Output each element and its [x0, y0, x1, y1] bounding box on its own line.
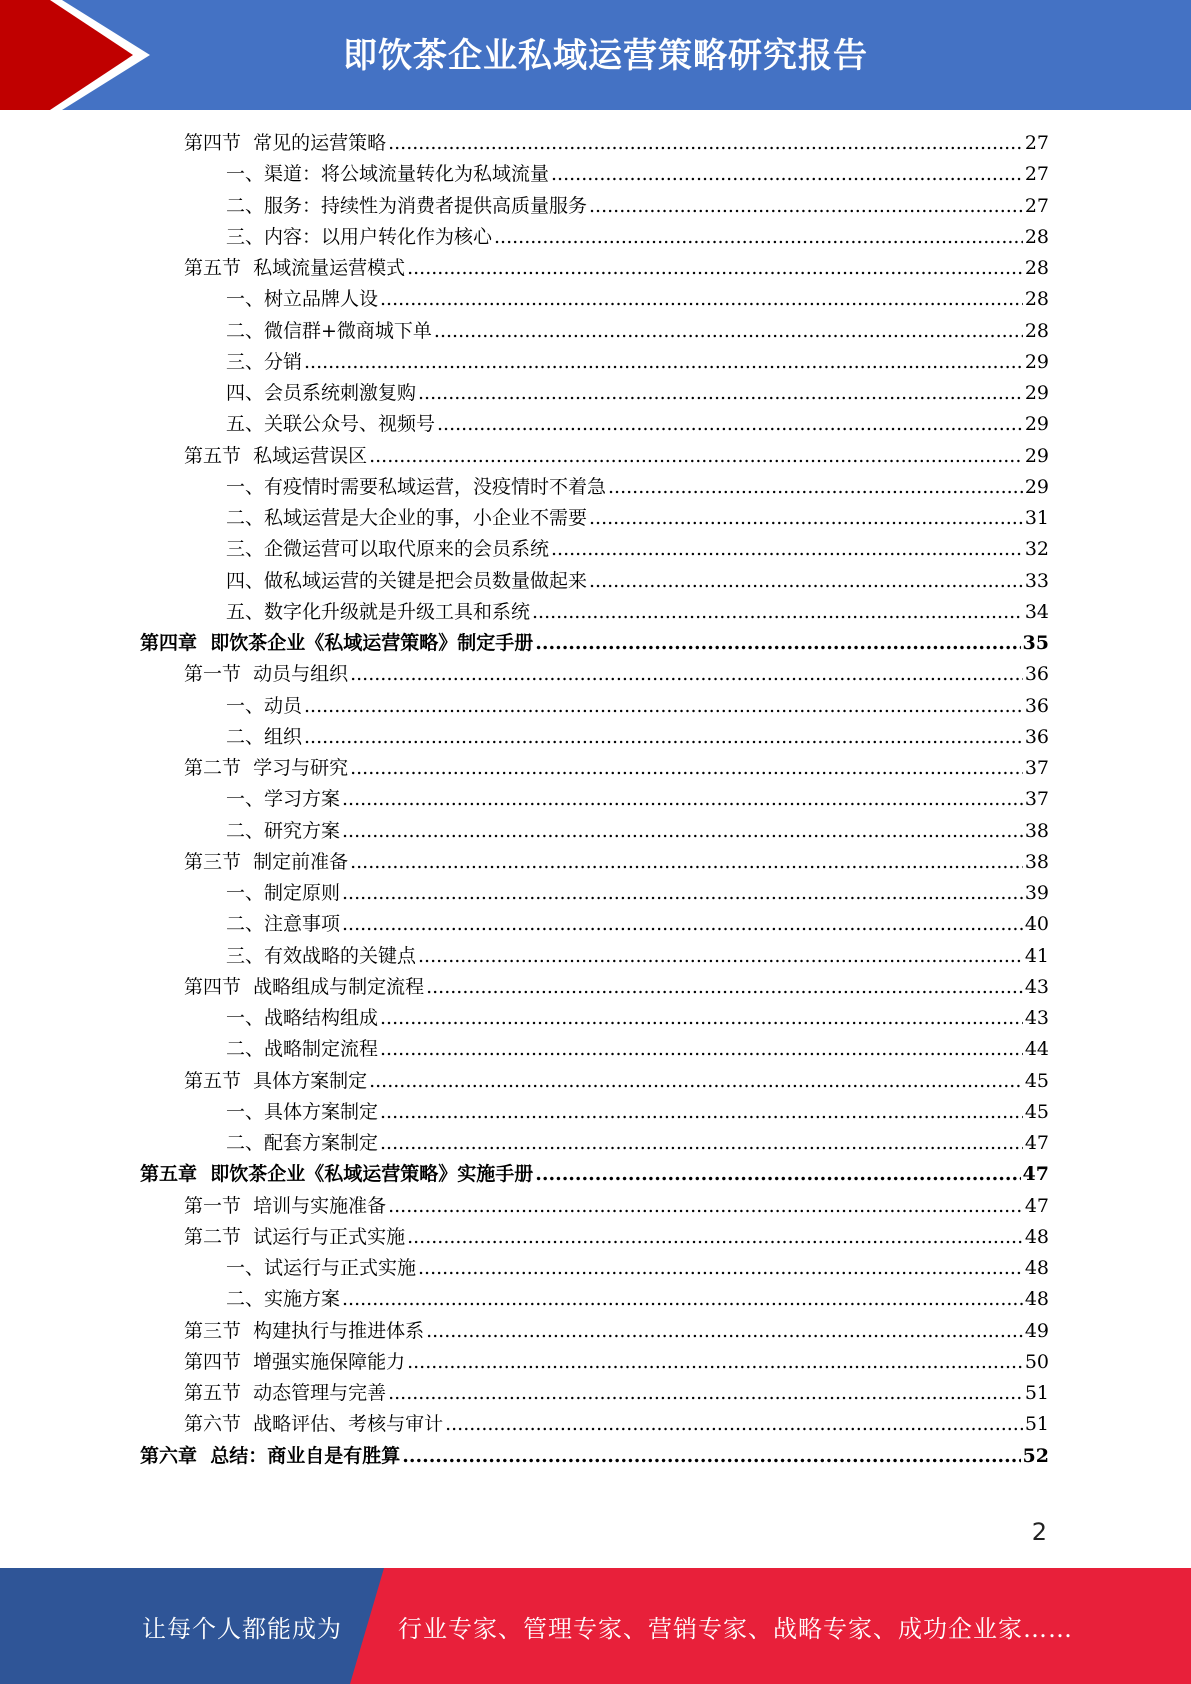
toc-entry-page: 27 [1024, 194, 1049, 217]
table-of-contents [140, 128, 1049, 1472]
toc-entry-title: 二、服务：持续性为消费者提供高质量服务 [226, 194, 588, 217]
toc-subsection[interactable] [140, 347, 1049, 378]
toc-entry-page: 52 [1022, 1444, 1049, 1467]
toc-dot-leader [342, 784, 1023, 815]
toc-section[interactable] [140, 1222, 1049, 1253]
toc-dot-leader [551, 534, 1023, 565]
toc-dot-leader [426, 1316, 1023, 1347]
toc-entry-page: 50 [1024, 1350, 1049, 1373]
toc-chapter[interactable] [140, 1441, 1049, 1472]
footer-slogan-left: 让每个人都能成为 [142, 1614, 342, 1643]
toc-entry-title: 第四节 战略组成与制定流程 [184, 975, 425, 998]
toc-subsection[interactable] [140, 378, 1049, 409]
toc-dot-leader [350, 753, 1023, 784]
toc-entry-page: 37 [1024, 757, 1049, 779]
toc-entry-page: 44 [1024, 1038, 1049, 1061]
toc-entry-page: 28 [1024, 288, 1049, 311]
toc-entry-page: 29 [1024, 413, 1049, 436]
toc-entry-page: 51 [1024, 1413, 1049, 1436]
toc-dot-leader [388, 1378, 1023, 1409]
toc-section[interactable] [140, 972, 1049, 1003]
toc-entry-page: 43 [1024, 975, 1049, 998]
toc-dot-leader [418, 1253, 1023, 1284]
toc-dot-leader [426, 972, 1023, 1003]
toc-section[interactable] [140, 253, 1049, 284]
toc-entry-page: 37 [1024, 788, 1049, 811]
toc-section[interactable] [140, 659, 1049, 690]
toc-entry-title: 一、具体方案制定 [226, 1100, 379, 1123]
toc-entry-title: 第四节 增强实施保障能力 [184, 1350, 406, 1373]
toc-entry-page: 36 [1024, 725, 1049, 748]
toc-entry-page: 41 [1024, 944, 1049, 967]
toc-dot-leader [304, 691, 1023, 722]
toc-dot-leader [535, 628, 1020, 659]
toc-entry-title: 第五节 具体方案制定 [184, 1069, 368, 1092]
toc-section[interactable] [140, 441, 1049, 472]
toc-entry-page: 45 [1024, 1100, 1049, 1123]
toc-chapter[interactable] [140, 1159, 1049, 1190]
toc-subsection[interactable] [140, 472, 1049, 503]
toc-entry-title: 一、动员 [226, 694, 303, 717]
toc-entry-title: 三、内容：以用户转化作为核心 [226, 225, 493, 248]
toc-entry-title: 二、战略制定流程 [226, 1038, 379, 1061]
toc-subsection[interactable] [140, 1097, 1049, 1128]
toc-entry-page: 38 [1024, 819, 1049, 842]
toc-entry-page: 28 [1024, 257, 1049, 279]
toc-entry-title: 第五节 私域运营误区 [184, 444, 368, 467]
toc-dot-leader [388, 1191, 1023, 1222]
toc-entry-title: 第二节 学习与研究 [184, 757, 349, 779]
toc-subsection[interactable] [140, 878, 1049, 909]
toc-entry-title: 一、试运行与正式实施 [226, 1257, 417, 1279]
toc-entry-title: 第三节 制定前准备 [184, 850, 349, 873]
toc-dot-leader [304, 722, 1023, 753]
toc-entry-title: 一、制定原则 [226, 882, 341, 904]
toc-subsection[interactable] [140, 722, 1049, 753]
toc-subsection[interactable] [140, 784, 1049, 815]
toc-entry-page: 39 [1024, 882, 1049, 904]
toc-dot-leader [369, 441, 1023, 472]
toc-entry-title: 三、分销 [226, 350, 303, 373]
toc-subsection[interactable] [140, 1003, 1049, 1034]
toc-entry-title: 三、企微运营可以取代原来的会员系统 [226, 538, 550, 561]
toc-subsection[interactable] [140, 1128, 1049, 1159]
toc-subsection[interactable] [140, 597, 1049, 628]
toc-section[interactable] [140, 847, 1049, 878]
toc-entry-page: 28 [1024, 225, 1049, 248]
toc-dot-leader [407, 1347, 1023, 1378]
toc-section[interactable] [140, 1378, 1049, 1409]
toc-entry-title: 四、会员系统刺激复购 [226, 382, 417, 404]
toc-entry-page: 28 [1024, 319, 1049, 342]
toc-dot-leader [380, 284, 1023, 315]
toc-entry-page: 31 [1024, 507, 1049, 529]
toc-section[interactable] [140, 1191, 1049, 1222]
toc-entry-title: 第六章 总结：商业自是有胜算 [140, 1444, 401, 1467]
toc-entry-page: 40 [1024, 913, 1049, 936]
toc-subsection[interactable] [140, 284, 1049, 315]
toc-section[interactable] [140, 128, 1049, 159]
toc-dot-leader [494, 222, 1023, 253]
toc-entry-page: 47 [1024, 1194, 1049, 1217]
toc-entry-page: 35 [1022, 632, 1049, 654]
toc-entry-title: 二、私域运营是大企业的事，小企业不需要 [226, 507, 588, 529]
toc-subsection[interactable] [140, 1034, 1049, 1065]
toc-dot-leader [589, 503, 1023, 534]
toc-entry-title: 五、关联公众号、视频号 [226, 413, 436, 436]
toc-entry-title: 第二节 试运行与正式实施 [184, 1225, 406, 1248]
toc-entry-page: 27 [1024, 163, 1049, 186]
toc-entry-title: 二、实施方案 [226, 1288, 341, 1311]
toc-dot-leader [535, 1159, 1020, 1190]
toc-entry-page: 36 [1024, 694, 1049, 717]
toc-entry-page: 29 [1024, 475, 1049, 498]
toc-dot-leader [380, 1128, 1023, 1159]
toc-entry-page: 33 [1024, 569, 1049, 592]
toc-entry-title: 第三节 构建执行与推进体系 [184, 1319, 425, 1342]
toc-dot-leader [445, 1409, 1023, 1440]
toc-entry-title: 第一节 培训与实施准备 [184, 1194, 387, 1217]
toc-dot-leader [418, 378, 1023, 409]
toc-dot-leader [380, 1003, 1023, 1034]
toc-dot-leader [342, 816, 1023, 847]
toc-dot-leader [342, 878, 1023, 909]
toc-entry-page: 43 [1024, 1007, 1049, 1029]
toc-subsection[interactable] [140, 909, 1049, 940]
toc-entry-title: 二、配套方案制定 [226, 1132, 379, 1154]
toc-subsection[interactable] [140, 566, 1049, 597]
toc-entry-title: 一、树立品牌人设 [226, 288, 379, 311]
toc-entry-title: 第五节 私域流量运营模式 [184, 257, 406, 279]
toc-section[interactable] [140, 1347, 1049, 1378]
toc-section[interactable] [140, 1316, 1049, 1347]
page-footer [0, 1568, 1191, 1684]
toc-dot-leader [407, 1222, 1023, 1253]
toc-entry-page: 38 [1024, 850, 1049, 873]
toc-dot-leader [434, 316, 1023, 347]
toc-entry-page: 47 [1022, 1163, 1049, 1186]
toc-entry-page: 45 [1024, 1069, 1049, 1092]
toc-dot-leader [380, 1097, 1023, 1128]
toc-entry-page: 29 [1024, 444, 1049, 467]
toc-entry-title: 一、学习方案 [226, 788, 341, 811]
toc-entry-page: 29 [1024, 350, 1049, 373]
toc-dot-leader [608, 472, 1023, 503]
toc-entry-title: 二、微信群+微商城下单 [226, 319, 432, 342]
toc-subsection[interactable] [140, 941, 1049, 972]
toc-section[interactable] [140, 753, 1049, 784]
toc-entry-page: 49 [1024, 1319, 1049, 1342]
toc-entry-page: 29 [1024, 382, 1049, 404]
toc-entry-title: 第一节 动员与组织 [184, 663, 349, 686]
toc-entry-page: 47 [1024, 1132, 1049, 1154]
toc-subsection[interactable] [140, 316, 1049, 347]
page-header [0, 0, 1191, 110]
toc-entry-page: 32 [1024, 538, 1049, 561]
toc-subsection[interactable] [140, 1253, 1049, 1284]
toc-entry-title: 四、做私域运营的关键是把会员数量做起来 [226, 569, 588, 592]
toc-entry-title: 二、组织 [226, 725, 303, 748]
toc-entry-title: 第四节 常见的运营策略 [184, 132, 387, 154]
toc-dot-leader [380, 1034, 1023, 1065]
footer-slogan-right: 行业专家、管理专家、营销专家、战略专家、成功企业家…… [398, 1614, 1073, 1643]
toc-entry-page: 27 [1024, 132, 1049, 154]
toc-entry-title: 第五节 动态管理与完善 [184, 1382, 387, 1404]
toc-subsection[interactable] [140, 691, 1049, 722]
toc-section[interactable] [140, 1409, 1049, 1440]
toc-dot-leader [437, 409, 1023, 440]
toc-entry-title: 第四章 即饮茶企业《私域运营策略》制定手册 [140, 632, 534, 654]
toc-dot-leader [532, 597, 1023, 628]
toc-entry-title: 第六节 战略评估、考核与审计 [184, 1413, 444, 1436]
toc-dot-leader [589, 191, 1023, 222]
toc-dot-leader [388, 128, 1023, 159]
toc-dot-leader [304, 347, 1023, 378]
toc-dot-leader [350, 659, 1023, 690]
toc-subsection[interactable] [140, 159, 1049, 190]
toc-entry-title: 第五章 即饮茶企业《私域运营策略》实施手册 [140, 1163, 534, 1186]
toc-dot-leader [418, 941, 1023, 972]
toc-dot-leader [342, 909, 1023, 940]
toc-dot-leader [350, 847, 1023, 878]
toc-dot-leader [369, 1066, 1023, 1097]
toc-entry-title: 二、研究方案 [226, 819, 341, 842]
toc-subsection[interactable] [140, 409, 1049, 440]
report-title: 即饮茶企业私域运营策略研究报告 [343, 35, 868, 76]
toc-subsection[interactable] [140, 534, 1049, 565]
toc-dot-leader [342, 1284, 1023, 1315]
toc-entry-title: 一、有疫情时需要私域运营，没疫情时不着急 [226, 475, 607, 498]
toc-entry-title: 二、注意事项 [226, 913, 341, 936]
toc-entry-page: 48 [1024, 1225, 1049, 1248]
toc-subsection[interactable] [140, 191, 1049, 222]
toc-chapter[interactable] [140, 628, 1049, 659]
toc-dot-leader [402, 1441, 1020, 1472]
toc-entry-page: 48 [1024, 1288, 1049, 1311]
toc-entry-title: 一、战略结构组成 [226, 1007, 379, 1029]
page-number: 2 [1031, 1518, 1047, 1546]
toc-dot-leader [407, 253, 1023, 284]
toc-entry-page: 51 [1024, 1382, 1049, 1404]
toc-entry-title: 一、渠道：将公域流量转化为私域流量 [226, 163, 550, 186]
toc-entry-page: 36 [1024, 663, 1049, 686]
toc-entry-title: 五、数字化升级就是升级工具和系统 [226, 600, 531, 623]
toc-entry-title: 三、有效战略的关键点 [226, 944, 417, 967]
toc-entry-page: 34 [1024, 600, 1049, 623]
toc-dot-leader [589, 566, 1023, 597]
toc-section[interactable] [140, 1066, 1049, 1097]
toc-dot-leader [551, 159, 1023, 190]
toc-entry-page: 48 [1024, 1257, 1049, 1279]
toc-subsection[interactable] [140, 222, 1049, 253]
toc-subsection[interactable] [140, 816, 1049, 847]
toc-subsection[interactable] [140, 1284, 1049, 1315]
toc-subsection[interactable] [140, 503, 1049, 534]
